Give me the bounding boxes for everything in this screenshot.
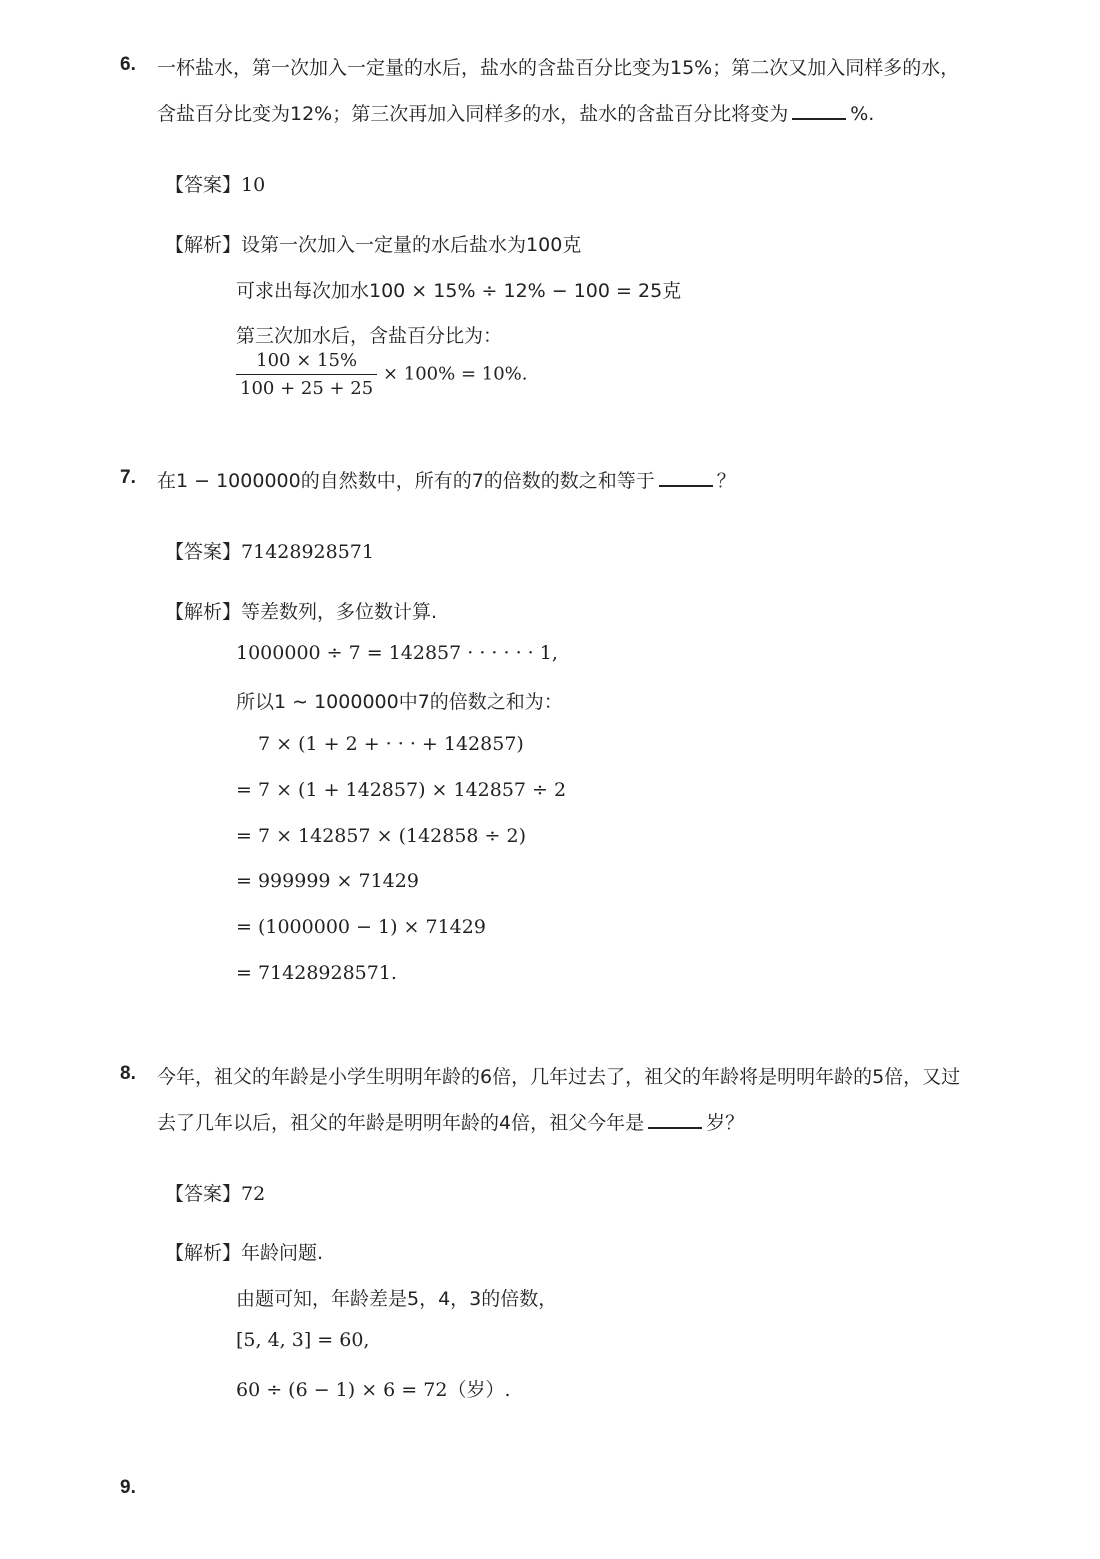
analysis-step: = (1000000 − 1) × 71429 [236,916,486,938]
fraction-expression [236,350,527,399]
analysis-step: = 71428928571. [236,962,397,984]
answer-row [165,170,265,197]
analysis-label: 【解析】 [165,1242,242,1264]
question-number: 9. [120,1477,136,1498]
analysis-step: = 7 × 142857 × (142858 ÷ 2) [236,825,527,847]
answer-row [165,1179,265,1206]
analysis-step: 可求出每次加水100 × 15% ÷ 12% − 100 = 25克 [236,280,682,302]
analysis-step: = 7 × (1 + 142857) × 142857 ÷ 2 [236,779,567,801]
analysis-step: 60 ÷ (6 − 1) × 6 = 72（岁）. [236,1379,511,1401]
analysis-step: [5, 4, 3] = 60, [236,1329,370,1351]
question-text-line: 今年，祖父的年龄是小学生明明年龄的6倍，几年过去了，祖父的年龄将是明明年龄的5倍，又过 [157,1066,961,1088]
fraction [236,350,377,399]
analysis-step: 7 × (1 + 2 + · · · + 142857) [258,733,524,755]
answer-label: 【答案】 [165,1183,242,1205]
question-text-line: 一杯盐水，第一次加入一定量的水后，盐水的含盐百分比变为15%；第二次又加入同样多的水， [157,57,960,79]
answer-blank [648,1113,702,1129]
fraction-numerator: 100 × 15% [236,350,377,375]
analysis-title: 设第一次加入一定量的水后盐水为100克 [241,234,582,256]
analysis-step: = 999999 × 71429 [236,870,419,892]
analysis-step: 由题可知，年龄差是5，4，3的倍数， [236,1288,558,1310]
answer-value: 10 [241,174,266,196]
question-number: 6. [120,54,136,75]
analysis-row [165,230,581,257]
analysis-title: 年龄问题. [241,1242,324,1264]
analysis-title: 等差数列，多位数计算. [241,601,438,623]
question-text-line: 含盐百分比变为12%；第三次再加入同样多的水，盐水的含盐百分比将变为 %. [157,103,875,125]
fraction-rest: × 100% = 10%. [382,363,528,385]
answer-label: 【答案】 [165,541,242,563]
question-number: 7. [120,467,136,488]
answer-value: 72 [241,1183,266,1205]
analysis-step: 1000000 ÷ 7 = 142857 · · · · · · 1, [236,642,558,664]
answer-blank [792,104,846,120]
question-number: 8. [120,1063,136,1084]
analysis-row [165,1238,323,1265]
answer-blank [659,471,713,487]
fraction-denominator: 100 + 25 + 25 [240,378,374,399]
answer-label: 【答案】 [165,174,242,196]
answer-row [165,537,374,564]
analysis-label: 【解析】 [165,601,242,623]
question-text-line: 去了几年以后，祖父的年龄是明明年龄的4倍，祖父今年是 岁？ [157,1112,745,1134]
question-text-line: 在1 − 1000000的自然数中，所有的7的倍数的数之和等于 ？ [157,470,736,492]
analysis-step: 第三次加水后，含盐百分比为： [236,325,503,347]
answer-value: 71428928571 [241,541,374,563]
analysis-step: 所以1 ∼ 1000000中7的倍数之和为： [236,691,563,713]
analysis-label: 【解析】 [165,234,242,256]
analysis-row [165,597,437,624]
